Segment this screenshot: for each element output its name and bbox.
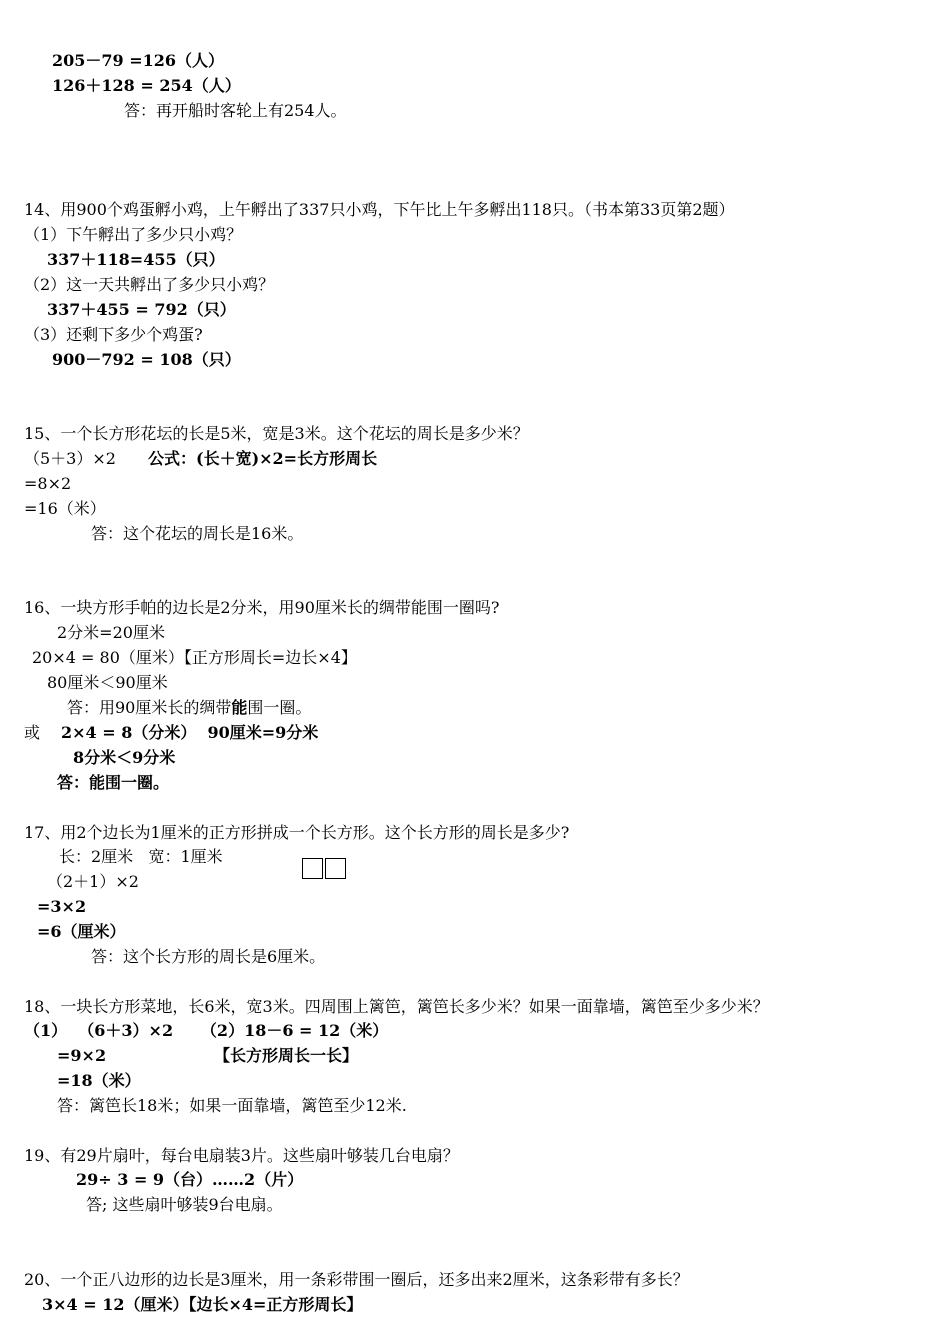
answer-line: 答：篱笆长18米；如果一面靠墙，篱笆至少12米. — [57, 1096, 407, 1115]
question-20: 20、一个正八边形的边长是3厘米，用一条彩带围一圈后，还多出来2厘米，这条彩带有多长？ — [24, 1270, 689, 1289]
calc-line: （2＋1）×2 — [47, 872, 139, 891]
answer-line: 答：这个花坛的周长是16米。 — [91, 524, 304, 543]
question-17: 17、用2个边长为1厘米的正方形拼成一个长方形。这个长方形的周长是多少? — [24, 823, 570, 842]
sub-question: （1）下午孵出了多少只小鸡？ — [24, 225, 243, 244]
calc-line: 3×4 = 12（厘米）【边长×4=正方形周长】 — [42, 1295, 363, 1314]
calc-line: 126＋128 = 254（人） — [52, 76, 241, 95]
formula-note: 公式：(长＋宽)×2=长方形周长 — [148, 449, 378, 468]
calc-line: =18（米） — [57, 1071, 141, 1090]
calc-line: （5＋3）×2 — [24, 449, 116, 468]
calc-line: （1） （6＋3）×2 （2）18－6 = 12（米） — [24, 1021, 389, 1040]
calc-line: =6（厘米） — [37, 922, 126, 941]
calc-line: 337＋455 = 792（只） — [47, 300, 236, 319]
calc-line: 29÷ 3 = 9（台）……2（片） — [76, 1170, 304, 1189]
calc-line: 长：2厘米 宽：1厘米 — [59, 847, 223, 866]
calc-line: =3×2 — [37, 897, 87, 916]
sub-question: （3）还剩下多少个鸡蛋? — [24, 325, 203, 344]
calc-line: 20×4 = 80（厘米）【正方形周长=边长×4】 — [32, 648, 357, 667]
answer-line — [67, 698, 311, 718]
calc-line: 205－79 =126（人） — [52, 51, 225, 70]
question-19: 19、有29片扇叶，每台电扇装3片。这些扇叶够装几台电扇？ — [24, 1146, 459, 1165]
answer-line: 答：这个长方形的周长是6厘米。 — [91, 947, 326, 966]
calc-line: =16（米） — [24, 499, 106, 518]
calc-line: 900－792 = 108（只） — [52, 350, 241, 369]
answer-emphasis: 能 — [231, 698, 248, 717]
question-14: 14、用900个鸡蛋孵小鸡，上午孵出了337只小鸡，下午比上午多孵出118只。（书本第33页第2题） — [24, 200, 735, 219]
calc-line: 8分米＜9分米 — [73, 748, 176, 767]
formula-note: 【长方形周长一长】 — [214, 1046, 359, 1065]
question-15: 15、一个长方形花坛的长是5米，宽是3米。这个花坛的周长是多少米？ — [24, 424, 529, 443]
calc-line: 337＋118=455（只） — [47, 250, 225, 269]
answer-line: 答：再开船时客轮上有254人。 — [124, 101, 347, 120]
square-right — [325, 858, 346, 879]
answer-line: 答; 这些扇叶够装9台电扇。 — [86, 1195, 283, 1214]
alt-label: 或 — [24, 723, 41, 742]
calc-line: =9×2 — [57, 1046, 107, 1065]
question-16: 16、一块方形手帕的边长是2分米，用90厘米长的绸带能围一圈吗? — [24, 598, 500, 617]
answer-line: 答：能围一圈。 — [57, 773, 170, 792]
answer-text: 围一圈。 — [247, 698, 312, 717]
calc-line: 2×4 = 8（分米） 90厘米=9分米 — [61, 723, 319, 742]
calc-line: 80厘米＜90厘米 — [47, 673, 168, 692]
calc-line: 2分米=20厘米 — [57, 623, 165, 642]
sub-question: （2）这一天共孵出了多少只小鸡？ — [24, 275, 275, 294]
calc-line: =8×2 — [24, 474, 72, 493]
answer-text: 答：用90厘米长的绸带 — [67, 698, 232, 717]
question-18: 18、一块长方形菜地，长6米，宽3米。四周围上篱笆，篱笆长多少米？如果一面靠墙，篱笆至少多少米？ — [24, 997, 769, 1016]
square-left — [302, 858, 323, 879]
